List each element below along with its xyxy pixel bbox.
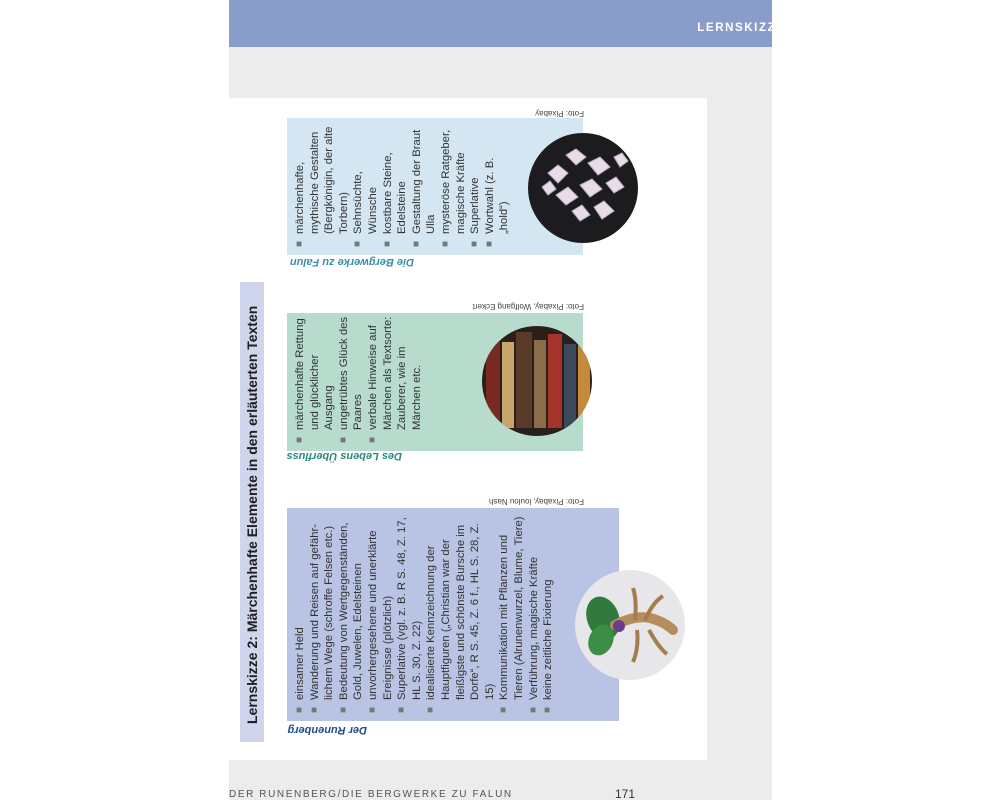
list-item-text: Verführung, magische Kräfte [527,556,540,700]
list-item [541,516,556,713]
card-runenberg-list [293,516,556,713]
list-item [395,516,424,713]
list-item [366,516,395,713]
bullet-icon: ■ [527,706,539,713]
card-lebens-title: Des Lebens Überfluss [286,450,402,462]
running-header: LERNSKIZZEN UND SCHAUBILDER [697,22,936,34]
list-item [293,122,351,247]
list-item [308,516,337,713]
bullet-icon: ■ [425,706,437,713]
running-footer: DER RUNENBERG/DIE BERGWERKE ZU FALUN [229,789,513,800]
list-item-text: Sehnsüchte, Wünsche [352,171,379,234]
heading-bar [240,282,264,742]
page-number: 171 [615,787,636,801]
card-lebens-title-wrap [286,450,402,462]
card-falun-credit-wrap [535,109,584,118]
list-item-text: verbale Hinweise auf Märchen als Textsorte: Zauberer, wie im Märchen etc. [366,316,423,430]
list-item-text: märchenhafte, mythische Gestalten (Bergkönigin, der alte Torbern) [294,126,350,234]
bullet-icon: ■ [439,240,451,247]
card-falun-title-wrap [290,256,414,268]
card-runenberg-title-wrap [288,724,367,736]
list-item-text: kostbare Steine, Edelsteine [381,152,409,234]
bullet-icon: ■ [483,240,495,247]
list-item-text: Wanderung und Reisen auf gefähr-lichem Wege (schroffe Felsen etc.) [308,523,336,700]
photo-credit: Foto: Pixabay [535,109,584,118]
header-band [229,0,772,47]
bullet-icon: ■ [469,240,481,247]
list-item-text: Bedeutung von Wertgegenständen, Gold, Juwelen, Edelsteinen [337,522,365,700]
card-runenberg [287,508,619,721]
list-item-text: keine zeitliche Fixierung [542,579,555,700]
mandrake-root-icon [575,570,685,680]
photo-credit: Foto: Pixabay, Wolfgang Eckert [472,302,584,311]
list-item [439,122,468,247]
list-item [293,313,337,443]
bullet-icon: ■ [308,706,320,713]
bullet-icon: ■ [498,706,510,713]
list-item-text: Superlative (vgl. z. B. R S. 48, Z. 17, HL S. 30, Z. 22) [396,517,423,700]
list-item-text: Gestaltung der Braut Ulla [410,129,438,234]
list-item-text: ungetrübtes Glück des Paares [337,316,365,430]
bullet-icon: ■ [337,436,349,443]
bullet-icon: ■ [294,240,305,247]
list-item [424,516,497,713]
bullet-icon: ■ [337,706,349,713]
list-item-text: Superlative [469,177,482,234]
card-falun-list [293,122,512,247]
page-heading: Lernskizze 2: Märchenhafte Elemente in den erläuterten Texten [244,305,260,724]
list-item [337,313,366,443]
card-lebens-list [293,313,424,443]
card-runenberg-credit-wrap [489,497,584,506]
gemstones-icon [528,133,638,243]
list-item [468,122,483,247]
list-item-text: mysteröse Ratgeber, magische Kräfte [439,129,467,234]
books-icon [482,326,592,436]
list-item [527,516,542,713]
list-item-text: Kommunikation mit Pflanzen und Tieren (Alrunenwurzel, Blume, Tiere) [498,516,525,700]
list-item [483,122,512,247]
list-item [351,122,380,247]
card-falun-title: Die Bergwerke zu Falun [289,256,414,268]
bullet-icon: ■ [352,240,364,247]
card-runenberg-body [287,508,619,721]
list-item-text: unvorhergesehene und unerklärte Ereignisse (plötzlich) [366,530,394,700]
list-item [410,122,439,247]
bullet-icon: ■ [294,706,305,713]
bullet-icon: ■ [410,240,422,247]
bullet-icon: ■ [381,240,393,247]
list-item [337,516,366,713]
heading-block [240,282,264,742]
bullet-icon: ■ [542,706,554,713]
bullet-icon: ■ [366,706,378,713]
bullet-icon: ■ [294,436,305,443]
list-item-text: märchenhafte Rettung und glücklicher Ausgang [294,318,336,430]
list-item-text: einsamer Held [294,627,306,700]
card-lebens-credit-wrap [473,302,584,311]
list-item-text: Wortwahl (z. B. „hold“) [483,157,511,234]
bullet-icon: ■ [366,436,378,443]
bullet-icon: ■ [396,706,408,713]
list-item [293,516,308,713]
list-item [366,313,424,443]
list-item [381,122,410,247]
list-item [497,516,526,713]
list-item-text: idealisierte Kennzeichnung der Hauptfiguren („Christian war der fleißigste und schönste Bursche im Dorfe“, R S. 45, Z. 6 f., HL S. 28, Z. 15) [425,523,496,700]
card-runenberg-title: Der Runenberg [287,724,367,736]
photo-credit: Foto: Pixabay, loulou Nash [488,497,584,506]
